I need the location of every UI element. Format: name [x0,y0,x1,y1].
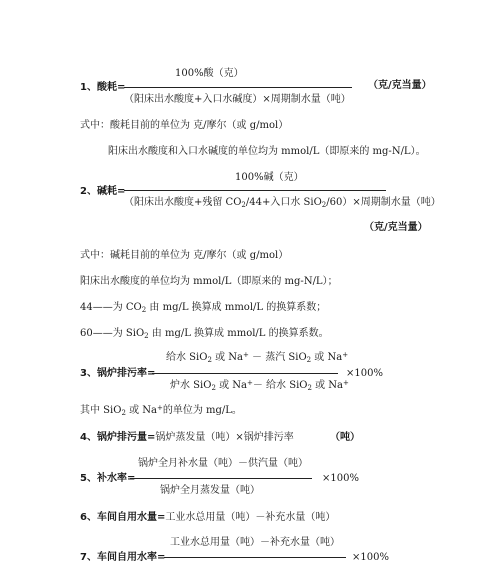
f1-denominator: （阳床出水酸度+入口水碱度）×周期制水量（吨） [124,94,351,105]
f4-body: 锅炉蒸发量（吨）×锅炉排污率 [155,432,294,443]
f2-denominator: （阳床出水酸度+残留 $CO_2/44+$入口水 SiO$_2$/60）×周期制水量（吨） [124,197,441,209]
f1-label: 1、酸耗= [80,82,126,93]
f3-numerator: 给水 SiO$_2$ 或 Na+ － 蒸汽 SiO$_2$ 或 Na+ [166,351,349,364]
f7-numerator: 工业水总用量（吨）－补充水量（吨） [170,537,340,548]
f1-unit: （克/克当量） [368,80,432,91]
f7-factor: ×100% [352,552,389,563]
f7-label: 7、车间自用水率= [80,552,166,563]
f2-note-2: 44——为 $CO_2$ 由 mg/L 换算成 mmol/L 的换算系数； [80,302,327,314]
f3-note: 其中 SiO$_2$ 或 Na+的单位为 mg/L。 [80,404,242,417]
f2-note-3: 60——为 SiO$_2$ 由 mg/L 换算成 mmol/L 的换算系数。 [80,328,329,340]
f3-denominator: 炉水 SiO$_2$ 或 Na+－ 给水 SiO$_2$ 或 Na+ [170,379,349,392]
f5-denominator: 锅炉全月蒸发量（吨） [160,485,260,496]
f3-fraction-bar [152,373,338,374]
f6-label: 6、车间自用水量= [80,512,166,523]
f2-note-title: 式中：碱耗目前的单位为 克/摩尔（或 g/mol） [80,250,289,261]
f5-factor: ×100% [322,473,359,484]
f1-note-body: 阳床出水酸度和入口水碱度的单位均为 mmol/L（即原来的 mg-N/L）。 [108,146,426,157]
f2-numerator: 100%碱（克） [235,172,304,183]
f2-label: 2、碱耗= [80,186,126,197]
f1-note-title: 式中：酸耗目前的单位为 克/摩尔（或 g/mol） [80,120,289,131]
f2-unit: （克/克当量） [364,222,428,233]
f7-fraction-bar [164,557,346,558]
f4-formula [80,432,294,444]
f2-fraction-bar [124,190,386,191]
f3-label: 3、锅炉排污率= [80,368,156,379]
f5-fraction-bar [130,478,312,479]
f1-numerator: 100%酸（克） [175,68,244,79]
f4-label: 4、锅炉排污量= [80,432,156,443]
f3-factor: ×100% [346,368,383,379]
f6-formula [80,512,335,524]
f5-numerator: 锅炉全月补水量（吨）－供汽量（吨） [138,458,308,469]
f4-unit: （吨） [330,432,360,443]
f2-note-1: 阳床出水酸度的单位均为 mmol/L（即原来的 mg-N/L）； [80,276,338,287]
f6-body: 工业水总用量（吨）－补充水量（吨） [165,512,336,523]
f5-label: 5、补水率= [80,473,136,484]
f1-fraction-bar [124,87,352,88]
